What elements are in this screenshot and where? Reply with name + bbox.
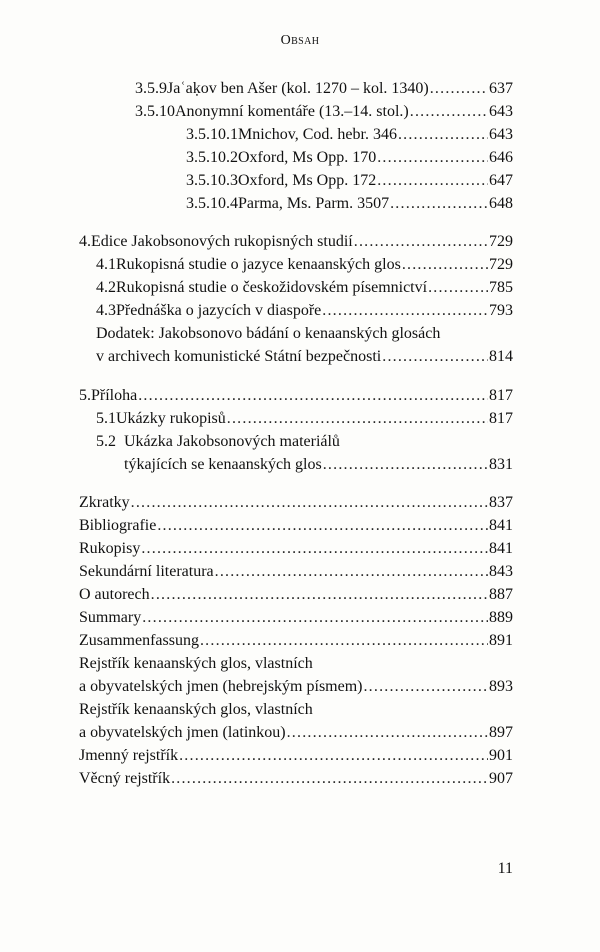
- toc-entry: [96, 346, 513, 368]
- toc-entry-title: týkajících se kenaanských glos: [124, 456, 322, 473]
- leader-dots: [398, 124, 488, 146]
- toc-entry: [79, 385, 513, 407]
- toc-entry-title: Zkratky: [79, 494, 130, 511]
- toc-entry-page: 907: [489, 770, 513, 787]
- toc-entry-number: 3.5.10.2: [186, 149, 238, 166]
- toc-entry-title: Příloha: [91, 387, 138, 404]
- toc-entry-title: Rukopisy: [79, 540, 141, 557]
- toc-entry-title: Rejstřík kenaanských glos, vlastních: [79, 701, 313, 718]
- toc-entry-title: Mnichov, Cod. hebr. 346: [238, 126, 397, 143]
- leader-dots: [323, 454, 488, 476]
- toc-entry-title: Jmenný rejstřík: [79, 747, 179, 764]
- toc-entry-title: Dodatek: Jakobsonovo bádání o kenaanských glosách: [96, 325, 441, 342]
- leader-dots: [287, 722, 488, 744]
- toc-entry: [79, 630, 513, 652]
- toc-entry-title: O autorech: [79, 586, 150, 603]
- leader-dots: [382, 346, 488, 368]
- toc-entry-page: 817: [489, 387, 513, 404]
- toc-entry: [79, 538, 513, 560]
- toc-entry-page: 887: [489, 586, 513, 603]
- toc-entry-number: 4.1: [96, 256, 116, 273]
- toc-entry-title: Zusammenfassung: [79, 632, 199, 649]
- toc-entry-number: 4.3: [96, 302, 116, 319]
- toc-entry-page: 637: [489, 80, 513, 97]
- leader-dots: [428, 277, 488, 299]
- toc-entry-number: 4.2: [96, 279, 116, 296]
- toc-entry-number: 3.5.10.1: [186, 126, 238, 143]
- toc-entry-page: 891: [489, 632, 513, 649]
- toc-entry: [79, 653, 513, 675]
- leader-dots: [138, 385, 488, 407]
- toc-entry-page: 843: [489, 563, 513, 580]
- toc-entry-page: 729: [489, 233, 513, 250]
- toc-entry-title: Sekundární literatura: [79, 563, 214, 580]
- leader-dots: [142, 607, 488, 629]
- toc-entry: [79, 768, 513, 790]
- page-number: 11: [497, 860, 513, 877]
- leader-dots: [200, 630, 488, 652]
- toc-entry: [79, 492, 513, 514]
- toc-entry-page: 893: [489, 678, 513, 695]
- toc-entry: [96, 431, 513, 453]
- leader-dots: [141, 538, 488, 560]
- leader-dots: [157, 515, 488, 537]
- toc-entry-title: Rukopisná studie o českožidovském písemnictví: [116, 279, 428, 296]
- toc-entry-title: Rukopisná studie o jazyce kenaanských glos: [116, 256, 401, 273]
- toc-entry: [79, 699, 513, 721]
- toc-entry-title: Oxford, Ms Opp. 172: [238, 172, 377, 189]
- toc-entry-page: 841: [489, 517, 513, 534]
- leader-dots: [179, 745, 488, 767]
- toc-entry-number: 3.5.10.3: [186, 172, 238, 189]
- toc-entry: [79, 745, 513, 767]
- toc-entry-page: 814: [489, 348, 513, 365]
- toc-entry-page: 643: [489, 126, 513, 143]
- toc-entry-title: v archivech komunistické Státní bezpečnosti: [96, 348, 382, 365]
- toc-entry: [79, 231, 513, 253]
- toc-entry: [96, 300, 513, 322]
- toc-entry-number: 5.1: [96, 410, 116, 427]
- toc-entry: [135, 78, 513, 100]
- leader-dots: [363, 676, 488, 698]
- toc-entry-page: 817: [489, 410, 513, 427]
- toc-entry: [96, 254, 513, 276]
- running-header: Obsah: [280, 33, 320, 48]
- toc-entry: [79, 584, 513, 606]
- toc-entry-title: Parma, Ms. Parm. 3507: [238, 195, 390, 212]
- toc-entry-page: 841: [489, 540, 513, 557]
- toc-entry: [186, 193, 513, 215]
- toc-entry: [79, 722, 513, 744]
- toc-entry: [79, 676, 513, 698]
- toc-entry-title: Věcný rejstřík: [79, 770, 171, 787]
- leader-dots: [151, 584, 488, 606]
- leader-dots: [171, 768, 488, 790]
- toc-entry: [79, 515, 513, 537]
- toc-entry-page: 837: [489, 494, 513, 511]
- toc-entry: [79, 561, 513, 583]
- toc-entry-title: a obyvatelských jmen (latinkou): [79, 724, 286, 741]
- toc-entry: [186, 147, 513, 169]
- toc-entry-page: 729: [489, 256, 513, 273]
- toc-entry-title: Edice Jakobsonových rukopisných studií: [91, 233, 353, 250]
- toc-entry: [186, 170, 513, 192]
- toc-entry-title: a obyvatelských jmen (hebrejským písmem): [79, 678, 363, 695]
- toc-entry: [79, 607, 513, 629]
- toc-entry-page: 643: [489, 103, 513, 120]
- toc-entry-number: 3.5.9: [135, 80, 167, 97]
- leader-dots: [402, 254, 488, 276]
- toc-entry-title: Summary: [79, 609, 142, 626]
- leader-dots: [322, 300, 488, 322]
- leader-dots: [131, 492, 488, 514]
- leader-dots: [227, 408, 488, 430]
- toc-entry-number: 4.: [79, 233, 91, 250]
- toc-entry-page: 646: [489, 149, 513, 166]
- leader-dots: [215, 561, 488, 583]
- toc-entry-title: Oxford, Ms Opp. 170: [238, 149, 377, 166]
- toc-entry: [186, 124, 513, 146]
- toc-entry-title: Ukázka Jakobsonových materiálů: [124, 433, 340, 450]
- toc-entry-title: Ukázky rukopisů: [116, 410, 226, 427]
- toc-entry: [96, 323, 513, 345]
- toc-entry: [124, 454, 513, 476]
- leader-dots: [390, 193, 488, 215]
- leader-dots: [354, 231, 488, 253]
- leader-dots: [377, 147, 488, 169]
- toc-entry: [96, 408, 513, 430]
- toc-entry-page: 831: [489, 456, 513, 473]
- toc-entry-title: Bibliografie: [79, 517, 157, 534]
- leader-dots: [410, 101, 488, 123]
- toc-entry-title: Přednáška o jazycích v diaspoře: [116, 302, 322, 319]
- toc-entry-page: 648: [489, 195, 513, 212]
- toc-entry-title: Jaʿaḳov ben Ašer (kol. 1270 – kol. 1340): [167, 80, 429, 97]
- toc-entry-page: 889: [489, 609, 513, 626]
- leader-dots: [430, 78, 488, 100]
- toc-entry-number: 3.5.10.4: [186, 195, 238, 212]
- leader-dots: [377, 170, 488, 192]
- toc-entry: [96, 277, 513, 299]
- toc-entry-page: 793: [489, 302, 513, 319]
- toc-entry-page: 647: [489, 172, 513, 189]
- toc-entry-title: Rejstřík kenaanských glos, vlastních: [79, 655, 313, 672]
- toc-entry-page: 785: [489, 279, 513, 296]
- toc-entry: [135, 101, 513, 123]
- toc-entry-title: Anonymní komentáře (13.–14. stol.): [175, 103, 409, 120]
- toc-entry-page: 897: [489, 724, 513, 741]
- toc-entry-number: 5.: [79, 387, 91, 404]
- toc-entry-number: 5.2: [96, 433, 116, 450]
- toc-entry-number: 3.5.10: [135, 103, 175, 120]
- toc-entry-page: 901: [489, 747, 513, 764]
